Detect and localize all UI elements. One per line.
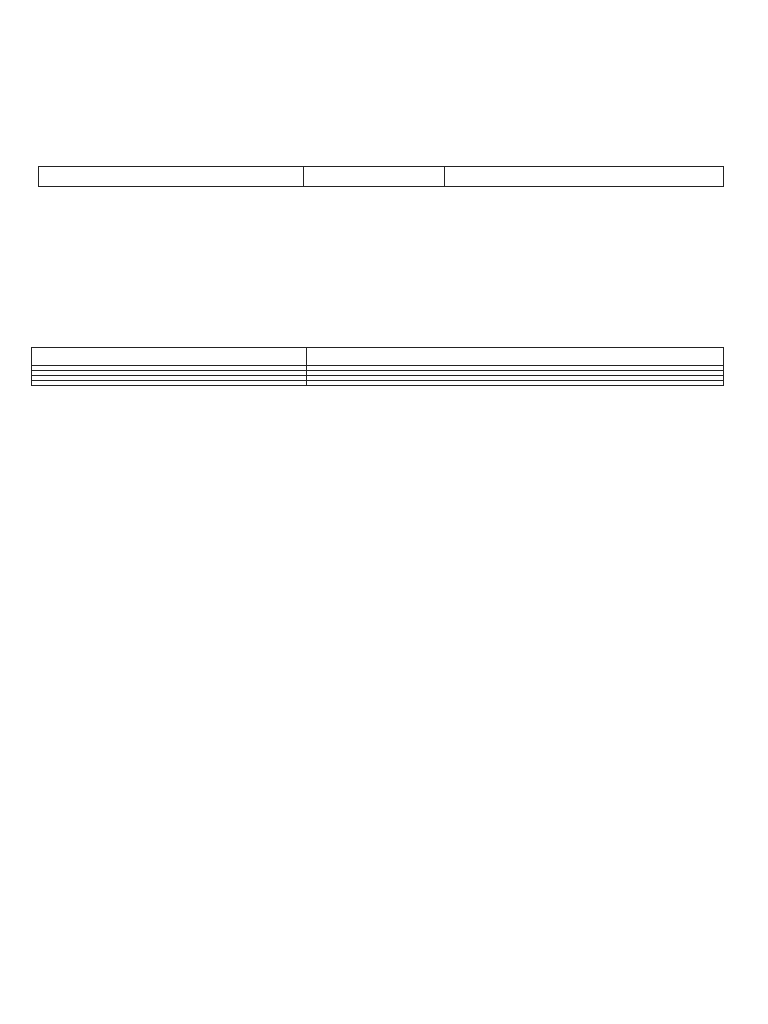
activity-table [31,347,724,386]
body-systems-illustration-top [355,6,675,98]
student-name [39,167,304,187]
answers-header [307,348,724,366]
date-submitted [445,167,724,187]
activity-table-header [32,348,724,366]
guide-questions-header [32,348,307,366]
body-systems-illustration-bottom [60,898,390,978]
table-row [32,381,724,386]
question-cell [32,381,307,386]
answer-cell [307,381,724,386]
student-info-table [38,166,724,187]
student-section [304,167,445,187]
